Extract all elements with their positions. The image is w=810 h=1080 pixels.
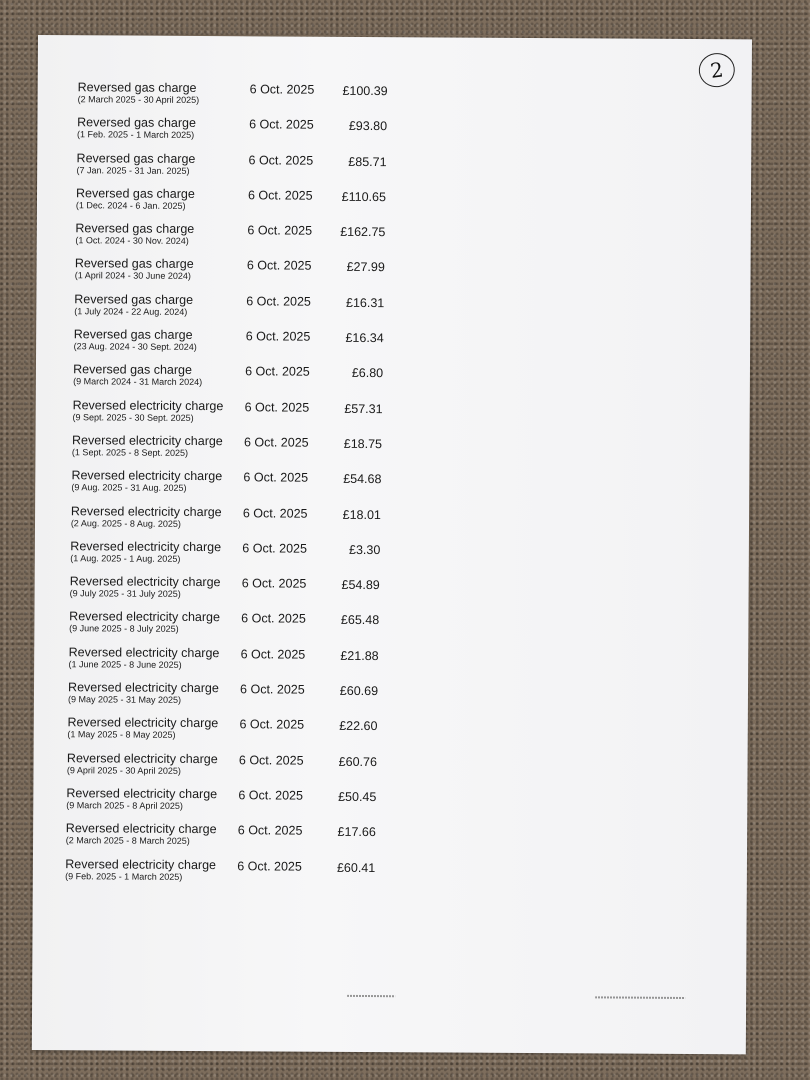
charge-description: Reversed gas charge <box>75 186 195 201</box>
charge-description: Reversed electricity charge <box>70 539 222 554</box>
charge-date: 6 Oct. 2025 <box>249 82 315 97</box>
charge-period: (1 Feb. 2025 - 1 March 2025) <box>77 129 195 141</box>
charge-amount: £54.89 <box>341 578 380 593</box>
charge-date: 6 Oct. 2025 <box>237 823 303 838</box>
charge-amount: £3.30 <box>348 542 381 557</box>
charge-date: 6 Oct. 2025 <box>239 717 305 732</box>
charge-description: Reversed electricity charge <box>69 574 221 590</box>
charge-period: (2 Aug. 2025 - 8 Aug. 2025) <box>70 517 181 529</box>
charge-description: Reversed gas charge <box>77 115 196 131</box>
charge-row <box>67 751 434 789</box>
charge-description: Reversed electricity charge <box>65 856 217 872</box>
charge-description: Reversed electricity charge <box>65 821 217 837</box>
charge-description: Reversed gas charge <box>75 221 195 237</box>
charge-row <box>76 151 437 188</box>
charge-date: 6 Oct. 2025 <box>249 117 314 132</box>
charge-date: 6 Oct. 2025 <box>237 858 302 874</box>
charge-amount: £85.71 <box>348 154 387 169</box>
charge-description: Reversed gas charge <box>74 256 194 272</box>
charge-period: (23 Aug. 2024 - 30 Sept. 2024) <box>73 341 197 353</box>
charge-description: Reversed electricity charge <box>68 680 219 696</box>
charge-period: (7 Jan. 2025 - 31 Jan. 2025) <box>76 164 190 176</box>
charges-list <box>65 80 438 894</box>
charge-period: (9 Aug. 2025 - 31 Aug. 2025) <box>71 482 187 494</box>
charge-row <box>73 363 436 401</box>
charge-amount: £54.68 <box>343 472 382 487</box>
charge-description: Reversed electricity charge <box>70 503 222 519</box>
charge-date: 6 Oct. 2025 <box>242 505 308 521</box>
charge-amount: £21.88 <box>340 648 379 663</box>
charge-row <box>71 504 435 542</box>
charge-period: (9 May 2025 - 31 May 2025) <box>67 694 182 705</box>
charge-date: 6 Oct. 2025 <box>243 435 309 450</box>
charge-date: 6 Oct. 2025 <box>240 682 305 697</box>
charge-amount: £65.48 <box>340 613 380 628</box>
charge-description: Reversed electricity charge <box>67 715 219 731</box>
charge-date: 6 Oct. 2025 <box>243 470 309 485</box>
charge-date: 6 Oct. 2025 <box>238 752 304 768</box>
charge-date: 6 Oct. 2025 <box>247 223 313 238</box>
footer-mark <box>595 996 685 999</box>
charge-description: Reversed electricity charge <box>66 786 218 802</box>
charge-period: (1 Aug. 2025 - 1 Aug. 2025) <box>70 553 181 564</box>
charge-amount: £27.99 <box>346 260 385 275</box>
charge-amount: £50.45 <box>338 789 377 805</box>
charge-amount: £93.80 <box>348 119 388 134</box>
charge-amount: £57.31 <box>344 401 383 416</box>
charge-row <box>74 292 436 330</box>
charge-period: (2 March 2025 - 8 March 2025) <box>65 835 190 847</box>
charge-period: (9 June 2025 - 8 July 2025) <box>69 623 179 635</box>
charge-date: 6 Oct. 2025 <box>241 611 306 627</box>
charge-amount: £22.60 <box>339 719 378 734</box>
charge-amount: £6.80 <box>351 366 384 381</box>
charge-period: (1 May 2025 - 8 May 2025) <box>67 729 176 741</box>
charge-description: Reversed electricity charge <box>72 397 224 413</box>
charge-description: Reversed electricity charge <box>69 609 221 625</box>
charge-period: (1 July 2024 - 22 Aug. 2024) <box>74 306 188 317</box>
charge-period: (1 Sept. 2025 - 8 Sept. 2025) <box>71 447 189 458</box>
charge-row <box>74 327 437 365</box>
charge-amount: £60.76 <box>338 754 377 769</box>
charge-period: (9 March 2024 - 31 March 2024) <box>73 376 203 388</box>
charge-date: 6 Oct. 2025 <box>241 576 307 591</box>
charge-date: 6 Oct. 2025 <box>244 399 310 415</box>
charge-row <box>68 680 434 718</box>
charge-period: (2 March 2025 - 30 April 2025) <box>77 94 200 105</box>
charge-period: (1 Dec. 2024 - 6 Jan. 2025) <box>75 200 186 211</box>
charge-date: 6 Oct. 2025 <box>248 152 314 168</box>
charge-period: (1 Oct. 2024 - 30 Nov. 2024) <box>75 235 189 247</box>
charge-row <box>70 539 435 577</box>
charge-period: (1 June 2025 - 8 June 2025) <box>68 658 182 670</box>
charge-row <box>68 645 434 683</box>
charge-row <box>67 716 434 754</box>
charge-period: (9 Feb. 2025 - 1 March 2025) <box>65 870 183 882</box>
footer-mark <box>347 995 395 997</box>
charge-date: 6 Oct. 2025 <box>245 364 310 380</box>
charge-description: Reversed electricity charge <box>71 468 223 484</box>
charge-amount: £16.31 <box>345 295 385 310</box>
charge-description: Reversed gas charge <box>74 292 194 307</box>
charge-period: (9 April 2025 - 30 April 2025) <box>66 764 181 776</box>
charge-amount: £18.01 <box>342 507 381 522</box>
charge-amount: £110.65 <box>341 189 387 205</box>
charge-description: Reversed gas charge <box>73 362 193 378</box>
charge-amount: £100.39 <box>342 83 388 99</box>
charge-date: 6 Oct. 2025 <box>238 788 304 803</box>
charge-row <box>70 574 435 612</box>
charge-date: 6 Oct. 2025 <box>247 188 313 203</box>
charge-description: Reversed electricity charge <box>71 433 223 449</box>
charge-amount: £60.41 <box>336 860 376 875</box>
charge-description: Reversed electricity charge <box>68 644 220 660</box>
charge-row <box>72 433 436 471</box>
charge-date: 6 Oct. 2025 <box>246 294 311 309</box>
charge-row <box>77 116 438 153</box>
charge-row <box>66 821 434 859</box>
charge-row <box>69 610 434 648</box>
charge-date: 6 Oct. 2025 <box>246 258 312 274</box>
charge-amount: £17.66 <box>337 825 376 840</box>
charge-date: 6 Oct. 2025 <box>240 646 306 662</box>
charge-row <box>76 186 437 224</box>
charge-amount: £60.69 <box>339 683 379 699</box>
charge-date: 6 Oct. 2025 <box>245 329 311 344</box>
charge-row <box>66 786 433 824</box>
charge-period: (9 July 2025 - 31 July 2025) <box>69 588 181 600</box>
charge-description: Reversed gas charge <box>73 327 193 343</box>
charge-date: 6 Oct. 2025 <box>242 541 307 556</box>
charge-row <box>71 468 435 506</box>
document-page <box>32 35 752 1054</box>
charge-row <box>78 80 438 117</box>
handwritten-page-number: 2 <box>697 51 737 89</box>
charge-amount: £162.75 <box>340 225 386 240</box>
charge-period: (9 March 2025 - 8 April 2025) <box>66 800 183 811</box>
charge-period: (9 Sept. 2025 - 30 Sept. 2025) <box>72 411 194 423</box>
charge-row <box>65 857 433 895</box>
charge-description: Reversed gas charge <box>76 150 196 166</box>
charge-row <box>75 221 437 259</box>
charge-amount: £18.75 <box>343 436 383 452</box>
charge-description: Reversed gas charge <box>77 80 197 95</box>
charge-period: (1 April 2024 - 30 June 2024) <box>74 270 191 282</box>
charge-amount: £16.34 <box>345 330 384 346</box>
charge-row <box>72 398 435 436</box>
charge-row <box>75 257 437 295</box>
charge-description: Reversed electricity charge <box>66 750 218 766</box>
